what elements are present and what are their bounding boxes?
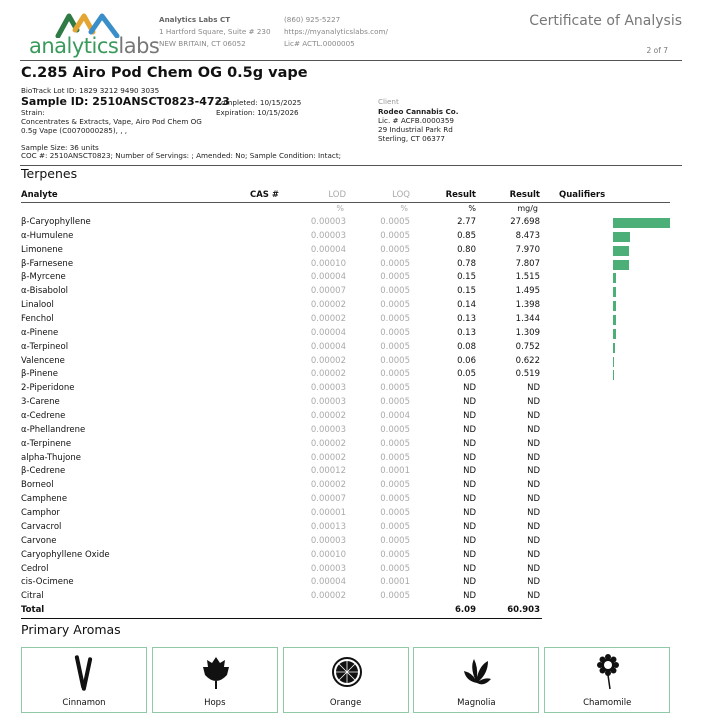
lod-value: 0.00004 [310,244,346,255]
analyte-name: α-Cedrene [21,411,66,422]
lod-value: 0.00010 [310,258,346,269]
analyte-name: α-Phellandrene [21,424,86,435]
table-row [0,383,702,397]
loq-value: 0.0005 [380,369,410,380]
aroma-card [544,647,670,713]
lod-value: 0.00004 [310,327,346,338]
analyte-name: Valencene [21,355,65,366]
analyte-name: Cedrol [21,563,49,574]
magnolia-icon [462,653,492,691]
client-license: Lic. # ACFB.0000359 [378,116,454,125]
lod-value: 0.00003 [310,563,346,574]
result-pct: ND [463,549,476,560]
sample-description-1: Concentrates & Extracts, Vape, Airo Pod Chem OG [21,117,202,126]
client-label: Client [378,97,399,106]
table-row [0,536,702,550]
table-row [0,550,702,564]
aroma-label: Magnolia [457,698,496,708]
aroma-card [413,647,539,713]
loq-value: 0.0005 [380,314,410,325]
result-mg: 1.344 [515,314,540,325]
table-row [0,286,702,300]
result-pct: 0.08 [457,341,476,352]
result-pct: 0.78 [457,258,476,269]
lab-name: Analytics Labs CT [159,15,231,24]
lab-url[interactable]: https://myanalyticslabs.com/ [284,27,388,36]
loq-value: 0.0005 [380,549,410,560]
result-pct: ND [463,424,476,435]
table-row [0,494,702,508]
lod-value: 0.00003 [310,535,346,546]
loq-value: 0.0005 [380,480,410,491]
lab-info [159,14,271,50]
document-title: Certificate of Analysis [529,13,682,29]
unit-loq: % [400,204,408,213]
total-mg: 60.903 [507,605,540,616]
total-pct: 6.09 [455,605,476,616]
analyte-name: Linalool [21,300,54,311]
result-bar [613,343,615,353]
analyte-name: 2-Piperidone [21,383,75,394]
table-row [0,231,702,245]
unit-lod: % [336,204,344,213]
lab-address-1: 1 Hartford Square, Suite # 230 [159,27,271,36]
page-number: 2 of 7 [646,46,668,55]
result-mg: ND [527,424,540,435]
analyte-name: Fenchol [21,314,54,325]
terpenes-section-title: Terpenes [21,166,78,181]
loq-value: 0.0005 [380,286,410,297]
total-divider [21,618,542,619]
analyte-name: 3-Carene [21,397,60,408]
client-address-1: 29 Industrial Park Rd [378,125,453,134]
biotrack-lot-id: BioTrack Lot ID: 1829 3212 9490 3035 [21,86,160,95]
loq-value: 0.0005 [380,521,410,532]
header-qualifiers: Qualifiers [559,190,606,200]
sample-size: Sample Size: 36 units [21,143,99,152]
table-row [0,439,702,453]
analyte-name: Carvone [21,535,57,546]
result-pct: ND [463,494,476,505]
table-row [0,245,702,259]
logo [29,34,159,58]
lod-value: 0.00003 [310,397,346,408]
divider [20,60,682,61]
table-row [0,425,702,439]
table-row [0,453,702,467]
total-label: Total [21,605,45,616]
table-row [0,272,702,286]
result-pct: 0.14 [457,300,476,311]
coc-info: COC #: 2510ANSCT0823; Number of Servings: ; Amended: No; Sample Condition: Intact; [21,151,342,160]
result-bar [613,246,629,256]
lod-value: 0.00002 [310,480,346,491]
result-mg: ND [527,521,540,532]
loq-value: 0.0005 [380,508,410,519]
chamomile-icon [593,653,623,691]
analyte-name: α-Terpinene [21,438,72,449]
result-bar [613,287,616,297]
orange-icon [332,653,362,691]
header-cas: CAS # [249,190,279,200]
lod-value: 0.00001 [310,508,346,519]
result-pct: ND [463,521,476,532]
result-pct: 0.15 [457,272,476,283]
analyte-name: cis-Ocimene [21,577,74,588]
analyte-name: Citral [21,591,44,602]
result-mg: 0.752 [515,341,540,352]
result-pct: 0.15 [457,286,476,297]
lod-value: 0.00007 [310,494,346,505]
loq-value: 0.0005 [380,452,410,463]
result-mg: ND [527,397,540,408]
loq-value: 0.0005 [380,327,410,338]
result-mg: ND [527,535,540,546]
aromas-section-title: Primary Aromas [21,622,121,637]
aroma-label: Cinnamon [62,698,106,708]
aroma-card [21,647,147,713]
result-mg: ND [527,466,540,477]
analyte-name: α-Humulene [21,230,74,241]
aroma-label: Chamomile [583,698,632,708]
result-mg: ND [527,411,540,422]
result-mg: ND [527,438,540,449]
aroma-card [152,647,278,713]
analyte-name: β-Caryophyllene [21,217,91,227]
lod-value: 0.00010 [310,549,346,560]
header-result-mg: Result [509,190,540,200]
expiration-date: Expiration: 10/15/2026 [216,108,299,117]
result-mg: ND [527,577,540,588]
analyte-name: β-Cedrene [21,466,66,477]
lab-contact [284,14,388,50]
lod-value: 0.00003 [310,230,346,241]
header-loq: LOQ [392,190,410,200]
lod-value: 0.00003 [310,424,346,435]
result-pct: ND [463,508,476,519]
result-mg: 27.698 [510,217,540,227]
table-row [0,508,702,522]
result-pct: ND [463,577,476,588]
result-bar [613,357,614,367]
unit-result-mg: mg/g [517,204,538,213]
result-bar [613,315,616,325]
result-bar [613,232,630,242]
lod-value: 0.00003 [310,383,346,394]
result-bar [613,370,614,380]
analyte-name: α-Terpineol [21,341,69,352]
analyte-name: β-Pinene [21,369,59,380]
loq-value: 0.0005 [380,355,410,366]
analyte-name: Limonene [21,244,63,255]
result-mg: 1.309 [515,327,540,338]
result-mg: 0.622 [515,355,540,366]
loq-value: 0.0004 [380,411,410,422]
result-mg: 7.970 [515,244,540,255]
result-bar [613,218,670,228]
client-name: Rodeo Cannabis Co. [378,107,459,116]
loq-value: 0.0005 [380,438,410,449]
result-pct: ND [463,563,476,574]
lod-value: 0.00013 [310,521,346,532]
analyte-name: Caryophyllene Oxide [21,549,110,560]
lab-license: Lic# ACTL.0000005 [284,39,355,48]
loq-value: 0.0005 [380,300,410,311]
analyte-name: β-Farnesene [21,258,74,269]
sample-description-2: 0.5g Vape (C0070000285), , , [21,126,128,135]
table-row [0,342,702,356]
product-title: C.285 Airo Pod Chem OG 0.5g vape [21,65,308,81]
result-bar [613,260,629,270]
loq-value: 0.0005 [380,217,410,227]
lod-value: 0.00004 [310,577,346,588]
analyte-name: Borneol [21,480,54,491]
lod-value: 0.00004 [310,341,346,352]
loq-value: 0.0005 [380,591,410,602]
result-pct: ND [463,466,476,477]
unit-result-pct: % [468,204,476,213]
table-row [0,397,702,411]
lod-value: 0.00004 [310,272,346,283]
result-mg: ND [527,549,540,560]
header-divider [21,202,670,203]
lod-value: 0.00012 [310,466,346,477]
table-row [0,356,702,370]
loq-value: 0.0005 [380,494,410,505]
lod-value: 0.00002 [310,411,346,422]
result-pct: 2.77 [457,217,476,227]
header-lod: LOD [328,190,346,200]
result-mg: 1.515 [515,272,540,283]
cinnamon-icon [70,653,100,691]
result-pct: 0.05 [457,369,476,380]
completed-date: Completed: 10/15/2025 [216,98,302,107]
result-mg: 7.807 [515,258,540,269]
loq-value: 0.0001 [380,466,410,477]
hops-icon [201,653,231,691]
header-result-pct: Result [445,190,476,200]
result-pct: 0.06 [457,355,476,366]
loq-value: 0.0005 [380,258,410,269]
loq-value: 0.0005 [380,383,410,394]
lod-value: 0.00002 [310,452,346,463]
logo-text-analytics: analytics [29,34,119,58]
result-mg: ND [527,494,540,505]
analyte-name: Carvacrol [21,521,62,532]
result-pct: ND [463,397,476,408]
result-pct: ND [463,411,476,422]
aroma-card [283,647,409,713]
result-mg: ND [527,452,540,463]
aroma-label: Hops [204,698,226,708]
result-pct: ND [463,452,476,463]
loq-value: 0.0005 [380,397,410,408]
result-pct: 0.13 [457,327,476,338]
table-row [0,314,702,328]
sample-id: Sample ID: 2510ANSCT0823-4723 [21,95,230,108]
lod-value: 0.00002 [310,300,346,311]
result-pct: 0.80 [457,244,476,255]
result-pct: ND [463,438,476,449]
result-bar [613,329,616,339]
result-mg: 8.473 [515,230,540,241]
table-row [0,522,702,536]
loq-value: 0.0005 [380,272,410,283]
table-row [0,564,702,578]
lod-value: 0.00002 [310,369,346,380]
loq-value: 0.0005 [380,563,410,574]
table-row [0,577,702,591]
divider [20,165,682,166]
result-mg: ND [527,383,540,394]
analyte-name: Camphene [21,494,68,505]
client-address-2: Sterling, CT 06377 [378,134,445,143]
loq-value: 0.0005 [380,244,410,255]
loq-value: 0.0005 [380,424,410,435]
table-row [0,300,702,314]
table-row [0,369,702,383]
aroma-label: Orange [329,698,362,708]
result-pct: ND [463,480,476,491]
loq-value: 0.0005 [380,230,410,241]
strain-label: Strain: [21,108,45,117]
result-mg: ND [527,591,540,602]
table-row [0,217,702,231]
result-bar [613,301,616,311]
analyte-name: β-Myrcene [21,272,66,283]
loq-value: 0.0001 [380,577,410,588]
result-mg: 1.495 [515,286,540,297]
loq-value: 0.0005 [380,341,410,352]
table-row [0,411,702,425]
result-mg: ND [527,563,540,574]
table-row [0,259,702,273]
analyte-name: Camphor [21,508,60,519]
result-pct: ND [463,591,476,602]
result-pct: ND [463,535,476,546]
lod-value: 0.00002 [310,438,346,449]
result-mg: ND [527,508,540,519]
lab-address-2: NEW BRITAIN, CT 06052 [159,39,246,48]
logo-text-labs: labs [118,34,160,58]
table-row [0,480,702,494]
result-pct: ND [463,383,476,394]
result-pct: 0.85 [457,230,476,241]
result-mg: 0.519 [515,369,540,380]
loq-value: 0.0005 [380,535,410,546]
lod-value: 0.00003 [310,217,346,227]
lod-value: 0.00007 [310,286,346,297]
result-pct: 0.13 [457,314,476,325]
result-mg: ND [527,480,540,491]
analyte-name: α-Bisabolol [21,286,69,297]
table-row [0,591,702,605]
table-row [0,466,702,480]
lab-phone: (860) 925-5227 [284,15,341,24]
lod-value: 0.00002 [310,355,346,366]
result-bar [613,273,616,283]
lod-value: 0.00002 [310,314,346,325]
header-analyte: Analyte [21,190,58,200]
table-row [0,328,702,342]
result-mg: 1.398 [515,300,540,311]
analyte-name: α-Pinene [21,327,59,338]
analyte-name: alpha-Thujone [21,452,81,463]
lod-value: 0.00002 [310,591,346,602]
